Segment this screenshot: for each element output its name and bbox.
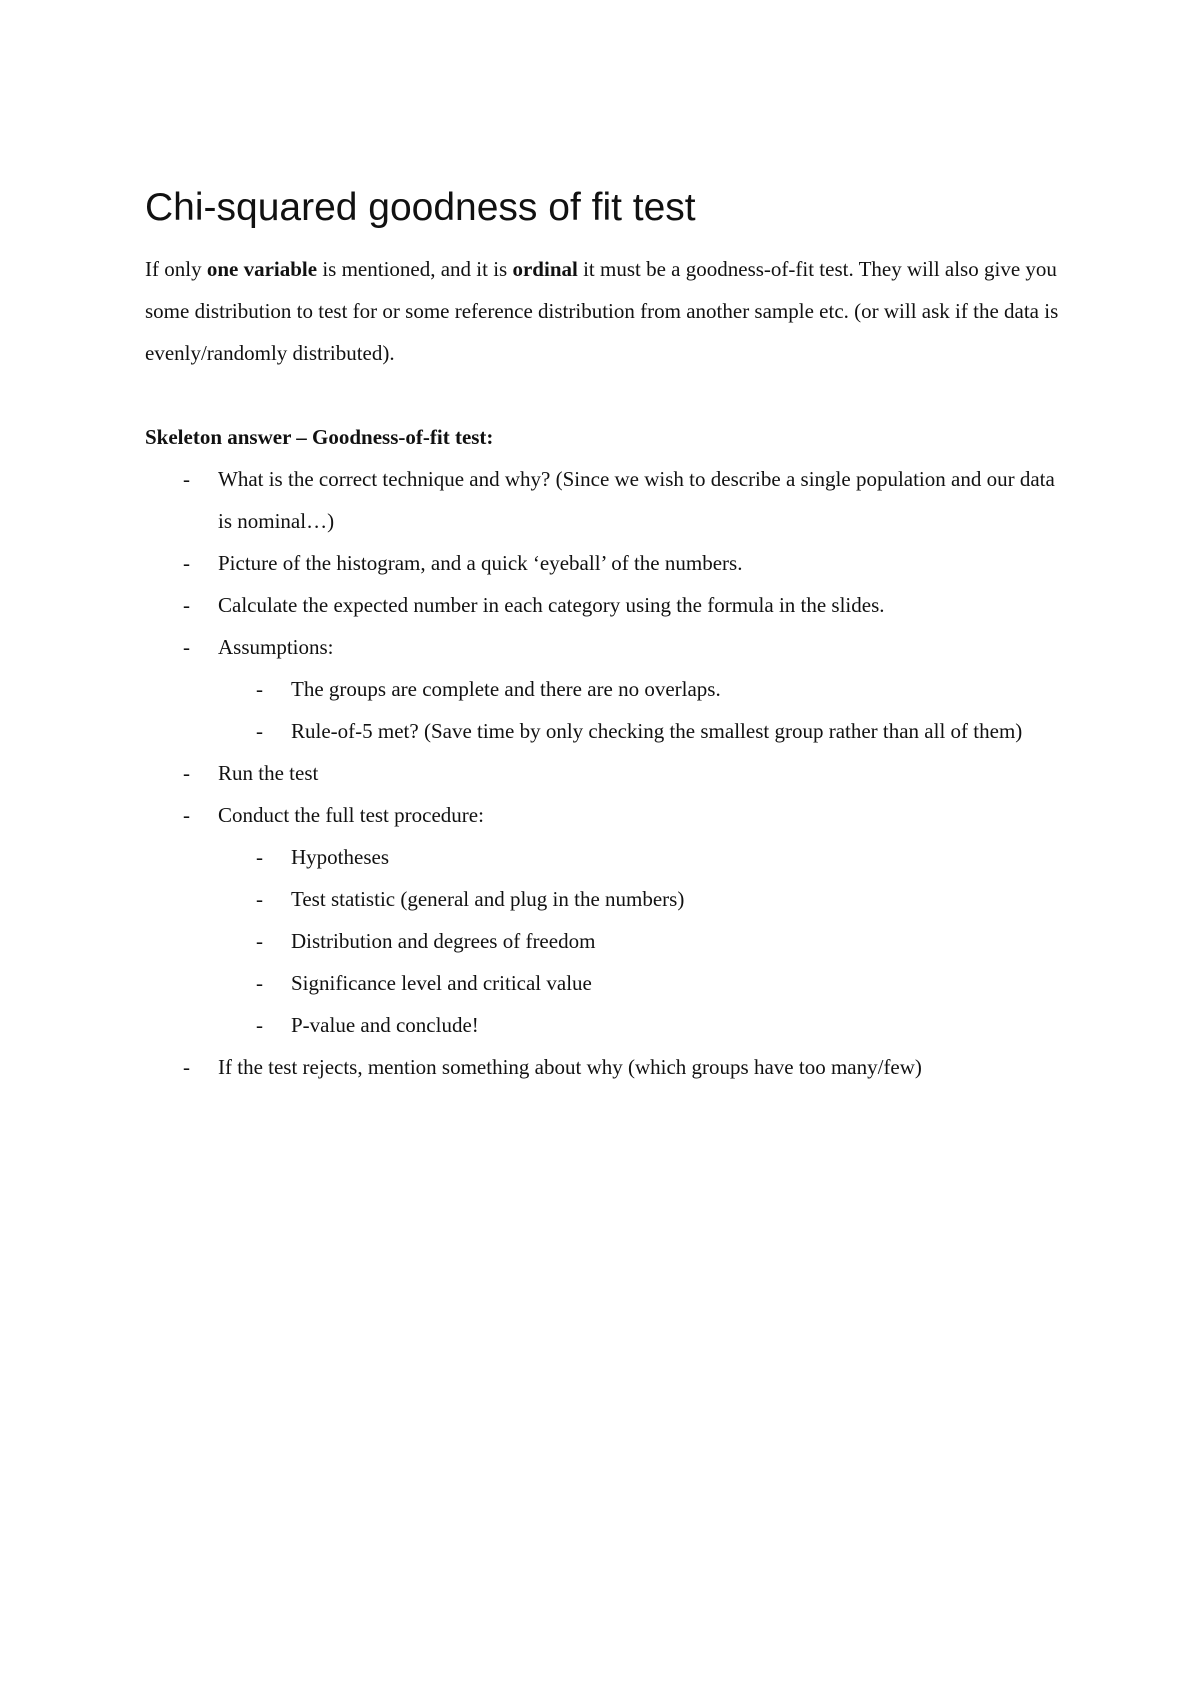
sub-list-item — [218, 878, 1065, 920]
sub-list-item — [218, 962, 1065, 1004]
list-item-text: Run the test — [218, 761, 319, 785]
list-item — [145, 542, 1065, 584]
intro-text: If only — [145, 257, 207, 281]
sub-list-item-text: Test statistic (general and plug in the numbers) — [291, 887, 685, 911]
sub-list-item-text: Rule-of-5 met? (Save time by only checking the smallest group rather than all of them) — [291, 719, 1023, 743]
sub-list-item-text: Significance level and critical value — [291, 971, 592, 995]
bullet-dash: - — [256, 719, 263, 743]
sub-list-item-text: Hypotheses — [291, 845, 389, 869]
list-item — [145, 1046, 1065, 1088]
intro-bold-one-variable: one variable — [206, 257, 318, 281]
bullet-dash: - — [183, 1055, 190, 1079]
bullet-dash: - — [183, 635, 190, 659]
list-item — [145, 626, 1065, 752]
intro-paragraph — [145, 248, 1065, 374]
list-item-text: Picture of the histogram, and a quick ‘eyeball’ of the numbers. — [218, 551, 743, 575]
bullet-dash: - — [183, 467, 190, 491]
page-title: Chi-squared goodness of fit test — [145, 186, 696, 229]
skeleton-list — [145, 458, 1065, 1088]
sub-list-item-text: Distribution and degrees of freedom — [291, 929, 596, 953]
bullet-dash: - — [183, 761, 190, 785]
list-item-text: If the test rejects, mention something about why (which groups have too many/few) — [218, 1055, 922, 1079]
sub-list-item — [218, 668, 1065, 710]
list-item — [145, 584, 1065, 626]
bullet-dash: - — [183, 551, 190, 575]
sub-list — [218, 668, 1065, 752]
document-content — [145, 180, 1065, 1088]
sub-list-item-text: The groups are complete and there are no overlaps. — [291, 677, 721, 701]
bullet-dash: - — [256, 677, 263, 701]
sub-list-item — [218, 920, 1065, 962]
list-item-text: Calculate the expected number in each category using the formula in the slides. — [218, 593, 885, 617]
bullet-dash: - — [183, 593, 190, 617]
sub-list-item — [218, 710, 1065, 752]
bullet-dash: - — [256, 845, 263, 869]
bullet-dash: - — [256, 887, 263, 911]
bullet-dash: - — [256, 929, 263, 953]
bullet-dash: - — [256, 971, 263, 995]
list-item-text: What is the correct technique and why? (Since we wish to describe a single population and our data is nominal…) — [218, 467, 1055, 533]
list-item-text: Assumptions: — [218, 635, 334, 659]
list-item — [145, 458, 1065, 542]
sub-list-item — [218, 836, 1065, 878]
intro-bold-ordinal: ordinal — [512, 257, 578, 281]
list-item — [145, 752, 1065, 794]
bullet-dash: - — [256, 1013, 263, 1037]
bullet-dash: - — [183, 803, 190, 827]
intro-text: it must be a goodness-of-fit test. They will also give you some distribution to test for or some reference distribution from another sample etc. (or will ask if the data is evenly/randomly distributed). — [145, 257, 1059, 365]
list-item-text: Conduct the full test procedure: — [218, 803, 484, 827]
intro-text: is mentioned, and it is — [317, 257, 513, 281]
sub-list-item-text: P-value and conclude! — [291, 1013, 479, 1037]
sub-list-item — [218, 1004, 1065, 1046]
sub-list — [218, 836, 1065, 1046]
skeleton-heading: Skeleton answer – Goodness-of-fit test: — [145, 425, 494, 449]
list-item — [145, 794, 1065, 1046]
